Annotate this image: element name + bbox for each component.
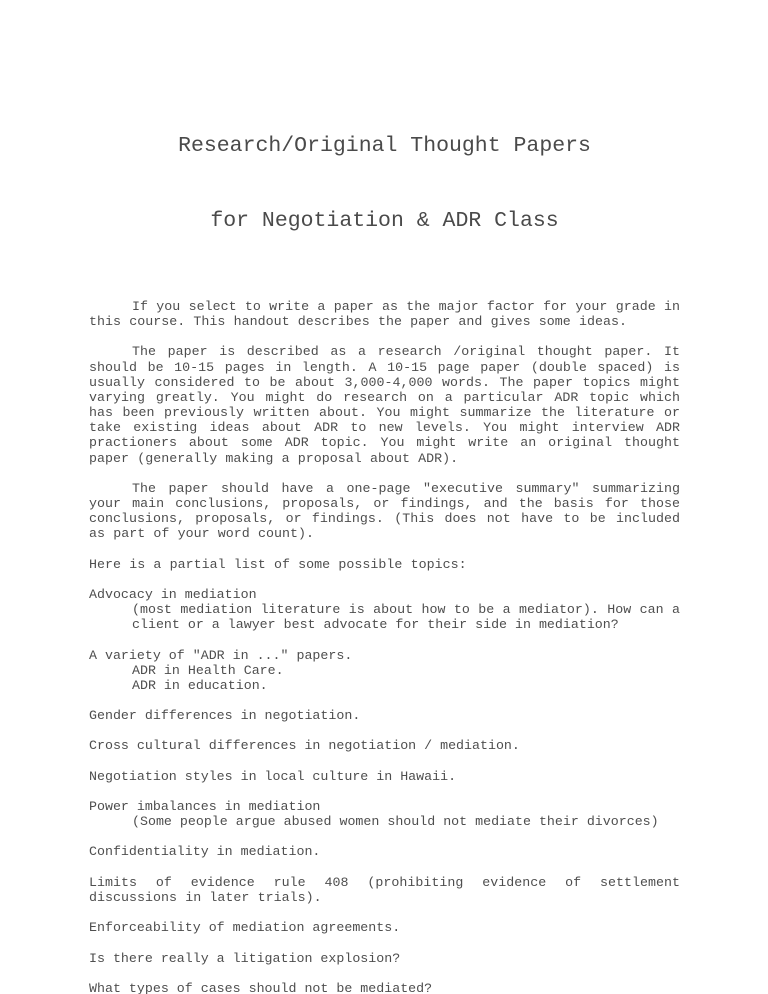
- body-paragraphs: [89, 299, 680, 572]
- topic-heading: Enforceability of mediation agreements.: [89, 920, 401, 936]
- title-line-2: for Negotiation & ADR Class: [210, 209, 559, 233]
- document-content: [89, 84, 680, 994]
- topic-heading: A variety of "ADR in ..." papers.: [89, 647, 353, 663]
- topic-advocacy-in-mediation: [89, 587, 680, 632]
- topic-cases-not-mediated: [89, 981, 680, 994]
- paragraph-executive-summary: The paper should have a one-page "executive summary" summarizing your main conclusions, proposals, or findings, and the basis for those conclusions, proposals, or findings. (This does not have to be included as part of your word count).: [89, 480, 680, 542]
- paragraph-intro: If you select to write a paper as the major factor for your grade in this course. This handout describes the paper and gives some ideas.: [89, 299, 680, 330]
- topic-detail-line: ADR in education.: [132, 677, 268, 693]
- topic-negotiation-styles-hawaii: [89, 769, 680, 784]
- topic-detail-line: ADR in Health Care.: [132, 662, 284, 678]
- topic-heading: Is there really a litigation explosion?: [89, 950, 401, 966]
- topic-heading: Advocacy in mediation: [89, 586, 257, 602]
- title-line-1: Research/Original Thought Papers: [178, 134, 591, 158]
- topic-heading: Confidentiality in mediation.: [89, 844, 321, 860]
- topic-detail: (most mediation literature is about how to be a mediator). How can a client or a lawyer best advocate for their side in mediation?: [132, 602, 680, 633]
- topics-list: [89, 587, 680, 994]
- topics-intro-line: Here is a partial list of some possible topics:: [89, 556, 467, 572]
- topic-confidentiality: [89, 844, 680, 859]
- topic-enforceability: [89, 920, 680, 935]
- paragraph-description: The paper is described as a research /original thought paper. It should be 10-15 pages in length. A 10-15 page paper (double spaced) is usually considered to be about 3,000-4,000 words. The paper topics might varying greatly. You might do research on a particular ADR topic which has been previously written about. You might summarize the literature or take existing ideas about ADR to new levels. You might interview ADR practioners about some ADR topic. You might write an original thought paper (generally making a proposal about ADR).: [89, 344, 680, 466]
- topic-heading: Gender differences in negotiation.: [89, 708, 361, 724]
- topic-detail: (Some people argue abused women should not mediate their divorces): [132, 814, 659, 830]
- topic-heading: Cross cultural differences in negotiation / mediation.: [89, 738, 520, 754]
- topic-evidence-rule-408: [89, 875, 680, 905]
- topic-heading: Limits of evidence rule 408 (prohibiting evidence of settlement discussions in later trials).: [89, 874, 680, 905]
- topic-gender-differences: [89, 708, 680, 723]
- topic-heading: Power imbalances in mediation: [89, 799, 321, 815]
- page-title: [89, 84, 680, 284]
- topic-cross-cultural-differences: [89, 738, 680, 753]
- topic-heading: Negotiation styles in local culture in Hawaii.: [89, 768, 457, 784]
- topic-heading: What types of cases should not be mediated?: [89, 980, 433, 994]
- topic-adr-in-papers: [89, 648, 680, 693]
- topic-power-imbalances: [89, 799, 680, 829]
- topic-litigation-explosion: [89, 951, 680, 966]
